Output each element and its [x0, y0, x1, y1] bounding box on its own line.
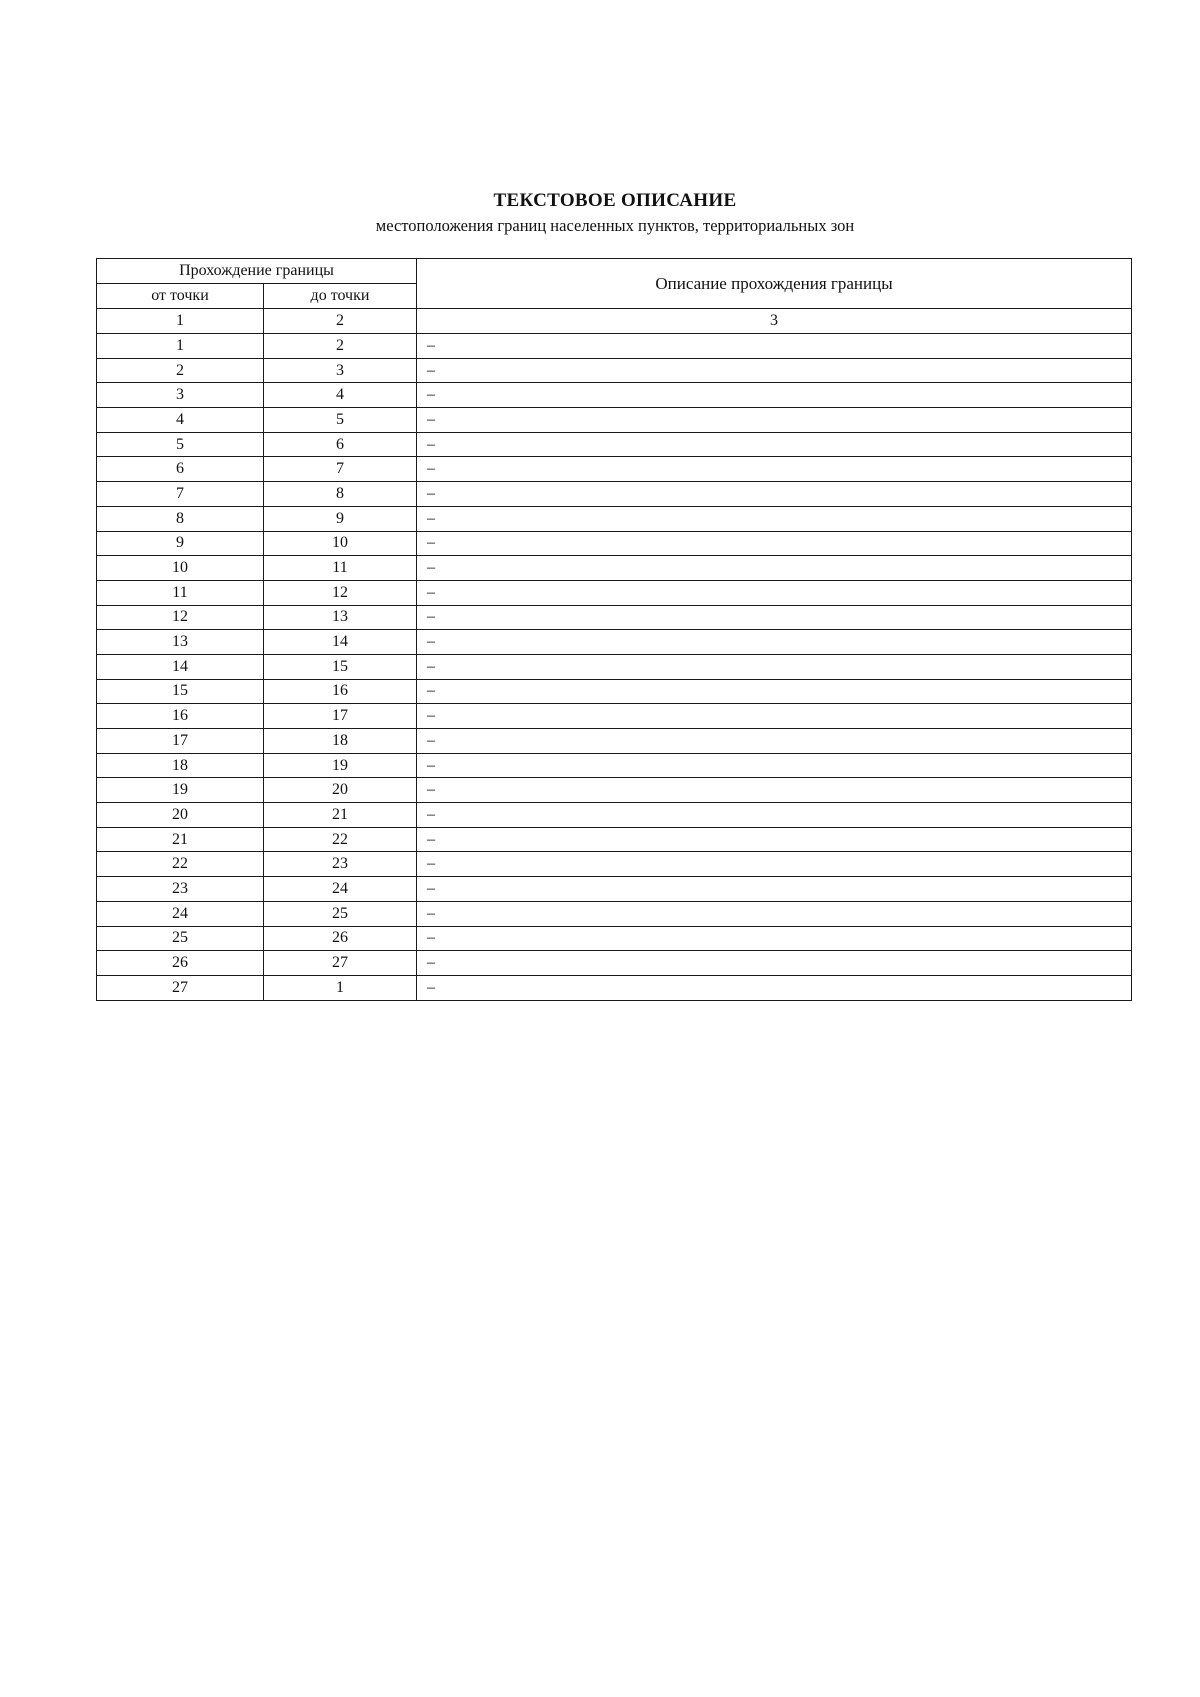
- table-row: [97, 975, 1132, 1000]
- from-point-cell: 27: [97, 975, 264, 1000]
- to-point-cell: 17: [264, 704, 417, 729]
- description-cell: –: [417, 556, 1132, 581]
- description-cell: –: [417, 654, 1132, 679]
- table-row: [97, 803, 1132, 828]
- to-point-cell: 12: [264, 580, 417, 605]
- table-row: [97, 654, 1132, 679]
- to-point-cell: 26: [264, 926, 417, 951]
- from-point-cell: 12: [97, 605, 264, 630]
- table-row: [97, 358, 1132, 383]
- to-point-cell: 8: [264, 482, 417, 507]
- table-row: [97, 383, 1132, 408]
- to-point-cell: 27: [264, 951, 417, 976]
- header-from-point: от точки: [97, 284, 264, 309]
- from-point-cell: 7: [97, 482, 264, 507]
- table-row: [97, 605, 1132, 630]
- to-point-cell: 15: [264, 654, 417, 679]
- column-number-2: 2: [264, 309, 417, 334]
- column-numbering-row: [97, 309, 1132, 334]
- table-row: [97, 704, 1132, 729]
- to-point-cell: 5: [264, 408, 417, 433]
- table-row: [97, 506, 1132, 531]
- from-point-cell: 21: [97, 827, 264, 852]
- table-body: [97, 334, 1132, 1001]
- table-row: [97, 827, 1132, 852]
- to-point-cell: 23: [264, 852, 417, 877]
- to-point-cell: 25: [264, 901, 417, 926]
- to-point-cell: 6: [264, 432, 417, 457]
- description-cell: –: [417, 951, 1132, 976]
- table-header: [97, 259, 1132, 334]
- table-row: [97, 334, 1132, 359]
- from-point-cell: 11: [97, 580, 264, 605]
- table-row: [97, 729, 1132, 754]
- table-row: [97, 926, 1132, 951]
- description-cell: –: [417, 531, 1132, 556]
- table-row: [97, 482, 1132, 507]
- from-point-cell: 4: [97, 408, 264, 433]
- column-number-3: 3: [417, 309, 1132, 334]
- description-cell: –: [417, 704, 1132, 729]
- from-point-cell: 16: [97, 704, 264, 729]
- description-cell: –: [417, 901, 1132, 926]
- description-cell: –: [417, 877, 1132, 902]
- from-point-cell: 20: [97, 803, 264, 828]
- to-point-cell: 14: [264, 630, 417, 655]
- to-point-cell: 20: [264, 778, 417, 803]
- table-row: [97, 531, 1132, 556]
- document-subtitle: местоположения границ населенных пунктов, территориальных зон: [375, 216, 855, 235]
- description-cell: –: [417, 432, 1132, 457]
- description-cell: –: [417, 358, 1132, 383]
- table-row: [97, 408, 1132, 433]
- from-point-cell: 10: [97, 556, 264, 581]
- table-row: [97, 580, 1132, 605]
- from-point-cell: 8: [97, 506, 264, 531]
- description-cell: –: [417, 753, 1132, 778]
- from-point-cell: 15: [97, 679, 264, 704]
- to-point-cell: 21: [264, 803, 417, 828]
- from-point-cell: 26: [97, 951, 264, 976]
- description-cell: –: [417, 580, 1132, 605]
- from-point-cell: 2: [97, 358, 264, 383]
- from-point-cell: 13: [97, 630, 264, 655]
- from-point-cell: 9: [97, 531, 264, 556]
- to-point-cell: 19: [264, 753, 417, 778]
- table-row: [97, 679, 1132, 704]
- table-row: [97, 556, 1132, 581]
- table-row: [97, 432, 1132, 457]
- description-cell: –: [417, 506, 1132, 531]
- table-row: [97, 951, 1132, 976]
- description-cell: –: [417, 408, 1132, 433]
- to-point-cell: 3: [264, 358, 417, 383]
- header-description: Описание прохождения границы: [417, 259, 1132, 309]
- from-point-cell: 24: [97, 901, 264, 926]
- table-row: [97, 778, 1132, 803]
- from-point-cell: 1: [97, 334, 264, 359]
- table-row: [97, 457, 1132, 482]
- from-point-cell: 23: [97, 877, 264, 902]
- description-cell: –: [417, 457, 1132, 482]
- header-to-point: до точки: [264, 284, 417, 309]
- from-point-cell: 17: [97, 729, 264, 754]
- from-point-cell: 25: [97, 926, 264, 951]
- description-cell: –: [417, 334, 1132, 359]
- to-point-cell: 10: [264, 531, 417, 556]
- from-point-cell: 6: [97, 457, 264, 482]
- header-row-group: [97, 259, 1132, 284]
- description-cell: –: [417, 926, 1132, 951]
- from-point-cell: 22: [97, 852, 264, 877]
- description-cell: –: [417, 605, 1132, 630]
- to-point-cell: 4: [264, 383, 417, 408]
- from-point-cell: 14: [97, 654, 264, 679]
- table-row: [97, 901, 1132, 926]
- to-point-cell: 16: [264, 679, 417, 704]
- from-point-cell: 19: [97, 778, 264, 803]
- table-row: [97, 630, 1132, 655]
- from-point-cell: 5: [97, 432, 264, 457]
- boundary-description-table: [96, 258, 1132, 1001]
- description-cell: –: [417, 975, 1132, 1000]
- description-cell: –: [417, 482, 1132, 507]
- from-point-cell: 18: [97, 753, 264, 778]
- to-point-cell: 22: [264, 827, 417, 852]
- to-point-cell: 7: [264, 457, 417, 482]
- description-cell: –: [417, 852, 1132, 877]
- header-boundary-passage: Прохождение границы: [97, 259, 417, 284]
- description-cell: –: [417, 803, 1132, 828]
- document-title: ТЕКСТОВОЕ ОПИСАНИЕ: [493, 190, 737, 211]
- to-point-cell: 2: [264, 334, 417, 359]
- column-number-1: 1: [97, 309, 264, 334]
- to-point-cell: 24: [264, 877, 417, 902]
- to-point-cell: 18: [264, 729, 417, 754]
- table-row: [97, 852, 1132, 877]
- table-row: [97, 753, 1132, 778]
- from-point-cell: 3: [97, 383, 264, 408]
- to-point-cell: 9: [264, 506, 417, 531]
- description-cell: –: [417, 778, 1132, 803]
- description-cell: –: [417, 729, 1132, 754]
- description-cell: –: [417, 383, 1132, 408]
- description-cell: –: [417, 679, 1132, 704]
- to-point-cell: 13: [264, 605, 417, 630]
- description-cell: –: [417, 827, 1132, 852]
- table-row: [97, 877, 1132, 902]
- description-cell: –: [417, 630, 1132, 655]
- to-point-cell: 1: [264, 975, 417, 1000]
- to-point-cell: 11: [264, 556, 417, 581]
